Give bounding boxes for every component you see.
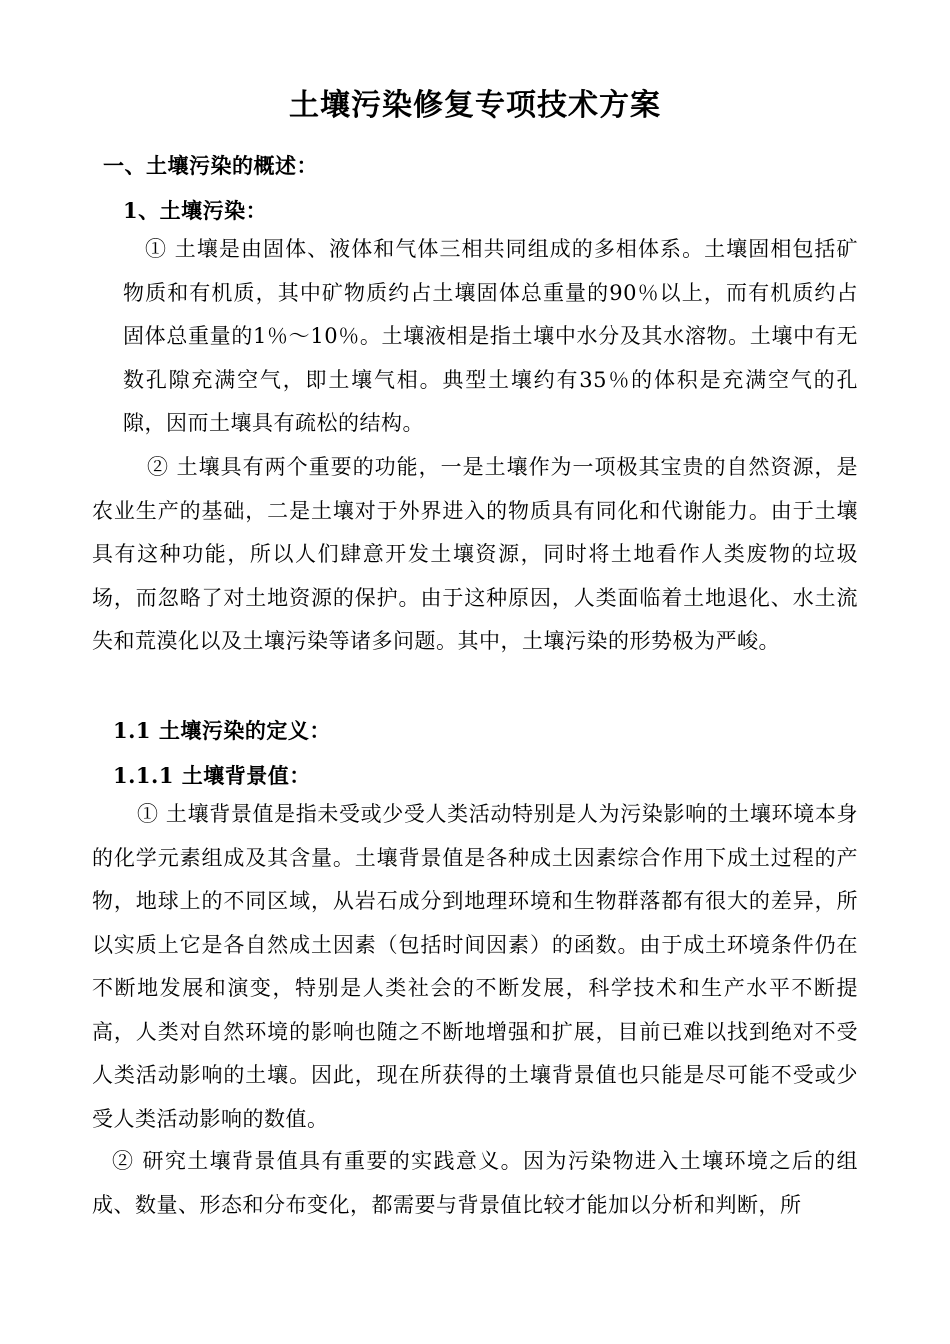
paragraph-background-value-significance: ② 研究土壤背景值具有重要的实践意义。因为污染物进入土壤环境之后的组成、数量、形态和分布变化，都需要与背景值比较才能加以分析和判断，所 — [92, 1149, 858, 1217]
document-title: 土壤污染修复专项技术方案 — [289, 88, 661, 123]
subsection-heading-background-value: 1.1.1 土壤背景值： — [113, 763, 311, 788]
subsection-heading-definition: 1.1 土壤污染的定义： — [113, 718, 331, 743]
subsection-heading-soil-pollution: 1、土壤污染： — [123, 198, 268, 223]
paragraph-soil-composition: ① 土壤是由固体、液体和气体三相共同组成的多相体系。土壤固相包括矿物质和有机质，其中矿物质约占土壤固体总重量的90％以上，而有机质约占固体总重量的1％～10％。土壤液相是指土壤中水分及其水溶物。土壤中有无数孔隙充满空气，即土壤气相。典型土壤约有35％的体积是充满空气的孔隙，因而土壤具有疏松的结构。 — [123, 237, 858, 435]
section-heading-overview: 一、土壤污染的概述： — [103, 153, 318, 178]
paragraph-background-value-definition: ① 土壤背景值是指未受或少受人类活动特别是人为污染影响的土壤环境本身的化学元素组成及其含量。土壤背景值是各种成土因素综合作用下成土过程的产物，地球上的不同区域，从岩石成分到地理环境和生物群落都有很大的差异，所以实质上它是各自然成土因素（包括时间因素）的函数。由于成土环境条件仍在不断地发展和演变，特别是人类社会的不断发展，科学技术和生产水平不断提高，人类对自然环境的影响也随之不断地增强和扩展，目前已难以找到绝对不受人类活动影响的土壤。因此，现在所获得的土壤背景值也只能是尽可能不受或少受人类活动影响的数值。 — [92, 802, 858, 1131]
paragraph-soil-functions: ② 土壤具有两个重要的功能，一是土壤作为一项极其宝贵的自然资源，是农业生产的基础，二是土壤对于外界进入的物质具有同化和代谢能力。由于土壤具有这种功能，所以人们肆意开发土壤资源，同时将土地看作人类废物的垃圾场，而忽略了对土地资源的保护。由于这种原因，人类面临着土地退化、水土流失和荒漠化以及土壤污染等诸多问题。其中，土壤污染的形势极为严峻。 — [92, 455, 858, 653]
